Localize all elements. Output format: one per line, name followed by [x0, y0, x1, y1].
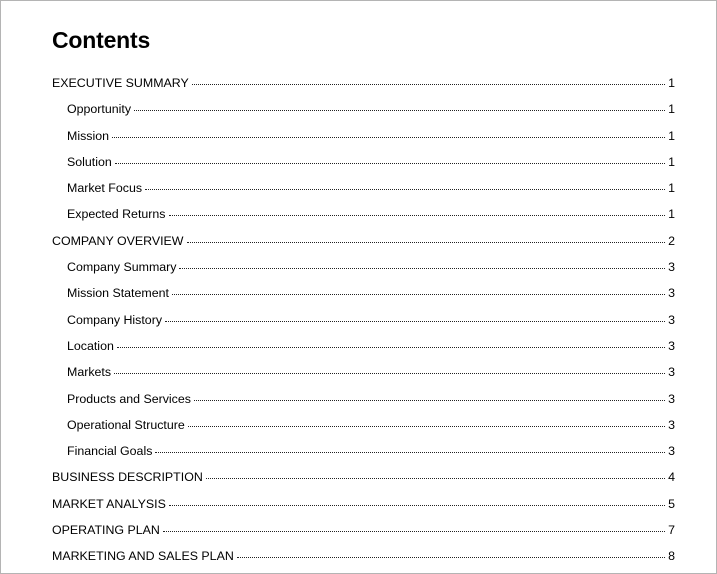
toc-entry-solution[interactable] — [52, 152, 675, 178]
toc-entry-page-number: 1 — [668, 181, 675, 196]
dot-leader — [163, 519, 665, 532]
dot-leader — [179, 256, 665, 269]
toc-entry-label: Expected Returns — [67, 207, 166, 222]
dot-leader — [188, 414, 665, 427]
toc-entry-products-and-services[interactable] — [52, 389, 675, 415]
toc-entry-label: MARKETING AND SALES PLAN — [52, 549, 234, 564]
toc-entry-page-number: 3 — [668, 286, 675, 301]
toc-entry-label: Markets — [67, 365, 112, 380]
toc-entry-label: COMPANY OVERVIEW — [52, 233, 184, 248]
toc-entry-page-number: 4 — [668, 470, 675, 485]
dot-leader — [114, 361, 665, 374]
toc-entry-operational-structure[interactable] — [52, 415, 675, 441]
toc-entry-label: OPERATING PLAN — [52, 523, 160, 538]
toc-title: Contents — [52, 27, 151, 53]
toc-entry-mission[interactable] — [52, 126, 675, 152]
toc-entry-markets[interactable] — [52, 362, 675, 388]
dot-leader — [155, 440, 665, 453]
dot-leader — [112, 125, 665, 138]
dot-leader — [169, 493, 665, 506]
toc-entry-financial-goals[interactable] — [52, 441, 675, 467]
toc-entry-label: Operational Structure — [67, 417, 185, 432]
toc-entry-label: BUSINESS DESCRIPTION — [52, 470, 203, 485]
toc-entry-marketing-and-sales-plan[interactable] — [52, 546, 675, 572]
toc-entry-label: Products and Services — [67, 391, 191, 406]
toc-entry-market-focus[interactable] — [52, 178, 675, 204]
toc-entry-page-number: 1 — [668, 207, 675, 222]
dot-leader — [237, 545, 665, 558]
toc-entry-label: MARKET ANALYSIS — [52, 496, 166, 511]
toc-entry-opportunity[interactable] — [52, 99, 675, 125]
toc-entry-label: Company Summary — [67, 260, 177, 275]
toc-entry-page-number: 3 — [668, 312, 675, 327]
toc-entry-mission-statement[interactable] — [52, 283, 675, 309]
dot-leader — [172, 282, 665, 295]
toc-entry-page-number: 1 — [668, 76, 675, 90]
toc-entry-page-number: 3 — [668, 260, 675, 275]
toc-entry-market-analysis[interactable] — [52, 494, 675, 520]
toc-entry-label: Location — [67, 338, 114, 353]
dot-leader — [117, 335, 665, 348]
dot-leader — [187, 230, 665, 243]
toc-entry-page-number: 2 — [668, 233, 675, 248]
toc-entry-label: Market Focus — [67, 181, 143, 196]
toc-entry-page-number: 5 — [668, 496, 675, 511]
dot-leader — [134, 98, 665, 111]
toc-entry-page-number: 3 — [668, 417, 675, 432]
toc-entry-page-number: 3 — [668, 444, 675, 459]
toc-entry-label: Mission — [67, 128, 109, 143]
toc-entry-business-description[interactable] — [52, 467, 675, 493]
toc-entry-expected-returns[interactable] — [52, 204, 675, 230]
toc-entry-label: Opportunity — [67, 102, 132, 117]
toc-entry-company-history[interactable] — [52, 310, 675, 336]
toc-entry-page-number: 1 — [668, 102, 675, 117]
toc-entry-label: Financial Goals — [67, 444, 153, 459]
toc-entry-label: Mission Statement — [67, 286, 169, 301]
toc-entry-page-number: 3 — [668, 338, 675, 353]
toc-entry-company-overview[interactable] — [52, 231, 675, 257]
toc-entry-label: EXECUTIVE SUMMARY — [52, 76, 189, 90]
toc-entry-page-number: 7 — [668, 523, 675, 538]
toc-entry-company-summary[interactable] — [52, 257, 675, 283]
toc-entry-page-number: 1 — [668, 154, 675, 169]
toc-entry-label: Solution — [67, 154, 112, 169]
dot-leader — [206, 466, 665, 479]
dot-leader — [194, 388, 665, 401]
toc-entry-label: Company History — [67, 312, 163, 327]
toc-entry-location[interactable] — [52, 336, 675, 362]
dot-leader — [115, 151, 665, 164]
dot-leader — [192, 72, 665, 85]
dot-leader — [165, 309, 665, 322]
toc-entry-page-number: 3 — [668, 365, 675, 380]
dot-leader — [169, 203, 666, 216]
toc-entry-executive-summary[interactable] — [52, 73, 675, 99]
table-of-contents — [52, 73, 675, 573]
toc-entry-page-number: 3 — [668, 391, 675, 406]
dot-leader — [145, 177, 665, 190]
toc-entry-page-number: 1 — [668, 128, 675, 143]
toc-entry-page-number: 8 — [668, 549, 675, 564]
toc-entry-operating-plan[interactable] — [52, 520, 675, 546]
